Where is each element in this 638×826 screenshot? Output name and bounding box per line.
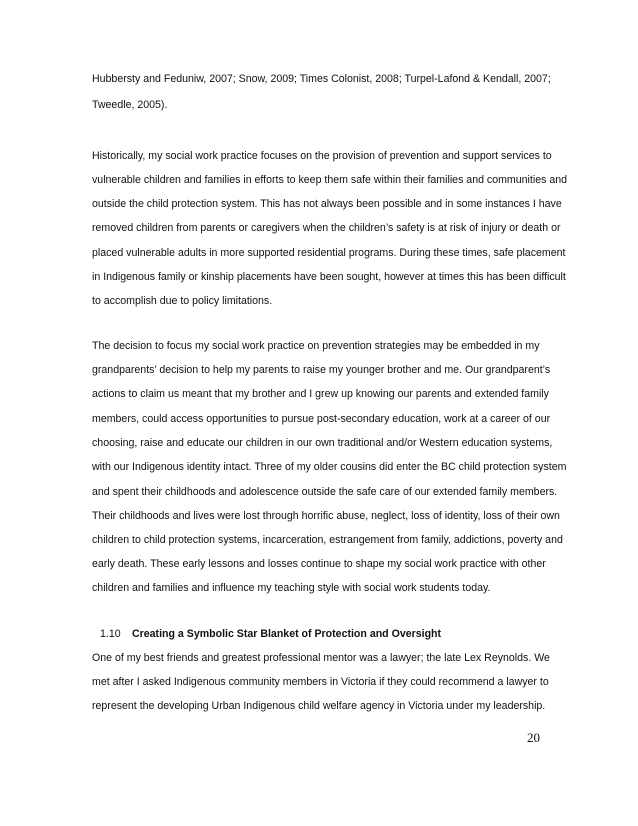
section-title: Creating a Symbolic Star Blanket of Protection and Oversight: [132, 628, 442, 640]
text-line: removed children from parents or caregivers when the children’s safety is at risk of injury or death or: [92, 222, 561, 234]
text-line: placed vulnerable adults in more supported residential programs. During these times, safe placement: [92, 247, 566, 259]
text-line: actions to claim us meant that my brother and I grew up knowing our parents and extended family: [92, 388, 549, 400]
text-line: grandparents’ decision to help my parents to raise my younger brother and me. Our grandparent’s: [92, 364, 551, 376]
text-line: The decision to focus my social work practice on prevention strategies may be embedded in my: [92, 340, 540, 352]
text-line: children to child protection systems, incarceration, estrangement from family, addictions, poverty and: [92, 534, 563, 546]
text-line: Their childhoods and lives were lost through horrific abuse, neglect, loss of identity, loss of their own: [92, 510, 560, 522]
text-line: early death. These early lessons and losses continue to shape my social work practice with other: [92, 558, 546, 570]
section-heading: [100, 628, 441, 641]
text-line: in Indigenous family or kinship placements have been sought, however at times this has been difficult: [92, 271, 566, 283]
text-line: choosing, raise and educate our children in our own traditional and/or Western education systems,: [92, 437, 553, 449]
text-line: children and families and influence my teaching style with social work students today.: [92, 582, 491, 594]
section-number: 1.10: [100, 628, 121, 640]
text-line: members, could access opportunities to pursue post-secondary education, work at a career of our: [92, 413, 551, 425]
text-line: outside the child protection system. This has not always been possible and in some instances I have: [92, 198, 562, 210]
text-line: Hubbersty and Feduniw, 2007; Snow, 2009; Times Colonist, 2008; Turpel-Lafond & Kendall, 2007;: [92, 73, 551, 85]
text-line: Historically, my social work practice focuses on the provision of prevention and support services to: [92, 150, 552, 162]
text-line: met after I asked Indigenous community members in Victoria if they could recommend a lawyer to: [92, 676, 549, 688]
page-number: 20: [527, 730, 540, 745]
text-line: with our Indigenous identity intact. Three of my older cousins did enter the BC child protection system: [92, 461, 567, 473]
text-line: to accomplish due to policy limitations.: [92, 295, 273, 307]
text-line: Tweedle, 2005).: [92, 99, 168, 111]
text-line: One of my best friends and greatest professional mentor was a lawyer; the late Lex Reynolds. We: [92, 652, 550, 664]
text-line: and spent their childhoods and adolescence outside the safe care of our extended family members.: [92, 486, 558, 498]
text-line: vulnerable children and families in efforts to keep them safe within their families and communities and: [92, 174, 568, 186]
text-line: represent the developing Urban Indigenous child welfare agency in Victoria under my leadership.: [92, 700, 546, 712]
